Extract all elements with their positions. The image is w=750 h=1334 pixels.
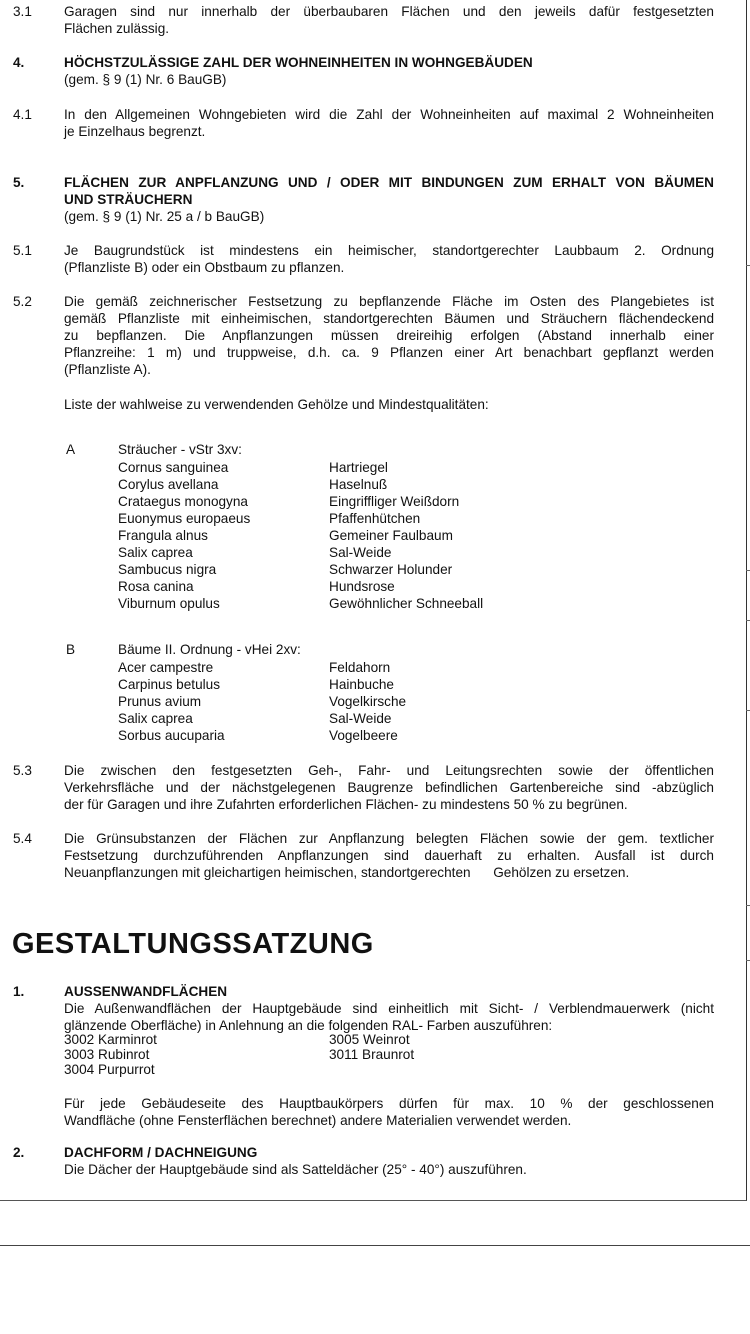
paragraph-line: Die Grünsubstanzen der Flächen zur Anpflanzung belegten Flächen sowie der gem. textlicher <box>64 831 714 846</box>
margin-mark <box>746 570 750 571</box>
paragraph-line: Die Außenwandflächen der Hauptgebäude sind einheitlich mit Sicht- / Verblendmauerwerk (nicht <box>64 1001 714 1016</box>
ral-color: 3011 Braunrot <box>329 1047 415 1062</box>
paragraph-line: Flächen zulässig. <box>64 21 170 36</box>
section-number: 5. <box>13 175 25 190</box>
plant-german-name: Schwarzer Holunder <box>329 562 453 577</box>
plant-german-name: Vogelkirsche <box>329 694 407 709</box>
list-letter: A <box>66 442 76 457</box>
paragraph-line: gemäß Pflanzliste mit einheimischen, standortgerechten Bäumen und Sträuchern flächendeckend <box>64 311 714 326</box>
legal-reference: (gem. § 9 (1) Nr. 6 BauGB) <box>64 72 227 87</box>
plant-latin-name: Carpinus betulus <box>118 677 221 692</box>
margin-mark <box>746 905 750 906</box>
section-number: 5.4 <box>13 831 32 846</box>
plant-latin-name: Cornus sanguinea <box>118 460 229 475</box>
section-number: 3.1 <box>13 4 32 19</box>
plant-german-name: Sal-Weide <box>329 711 392 726</box>
plant-latin-name: Frangula alnus <box>118 528 208 543</box>
plant-latin-name: Salix caprea <box>118 545 193 560</box>
list-intro: Liste der wahlweise zu verwendenden Gehölze und Mindestqualitäten: <box>64 397 489 412</box>
paragraph-line: (Pflanzliste A). <box>64 362 151 377</box>
paragraph-line: Für jede Gebäudeseite des Hauptbaukörpers dürfen für max. 10 % der geschlossenen <box>64 1096 714 1111</box>
section-number: 5.3 <box>13 763 32 778</box>
plant-latin-name: Rosa canina <box>118 579 194 594</box>
section-heading: UND STRÄUCHERN <box>64 192 193 207</box>
ral-color: 3002 Karminrot <box>64 1032 157 1047</box>
list-letter: B <box>66 642 76 657</box>
paragraph-line: Die zwischen den festgesetzten Geh-, Fahr- und Leitungsrechten sowie der öffentlichen <box>64 763 714 778</box>
paragraph-line: glänzende Oberfläche) in Anlehnung an die folgenden RAL- Farben auszuführen: <box>64 1018 553 1033</box>
paragraph-line: zu bepflanzen. Die Anpflanzungen müssen dreireihig erfolgen (Abstand innerhalb einer <box>64 328 714 343</box>
section-heading: HÖCHSTZULÄSSIGE ZAHL DER WOHNEINHEITEN IN WOHNGEBÄUDEN <box>64 55 533 70</box>
legal-reference: (gem. § 9 (1) Nr. 25 a / b BauGB) <box>64 209 265 224</box>
plant-latin-name: Prunus avium <box>118 694 202 709</box>
paragraph-line: Wandfläche (ohne Fensterflächen berechnet) andere Materialien verwendet werden. <box>64 1113 572 1128</box>
plant-german-name: Vogelbeere <box>329 728 398 743</box>
paragraph-line: Die Dächer der Hauptgebäude sind als Satteldächer (25° - 40°) auszuführen. <box>64 1162 527 1177</box>
plant-german-name: Pfaffenhütchen <box>329 511 421 526</box>
plant-german-name: Hainbuche <box>329 677 394 692</box>
paragraph-line: Pflanzreihe: 1 m) und truppweise, d.h. ca. 9 Pflanzen einer Art benachbart gepflanzt werden <box>64 345 714 360</box>
plant-german-name: Sal-Weide <box>329 545 392 560</box>
ral-color: 3004 Purpurrot <box>64 1062 155 1077</box>
list-title: Sträucher - vStr 3xv: <box>118 442 242 457</box>
plant-german-name: Eingriffliger Weißdorn <box>329 494 460 509</box>
paragraph-line: je Einzelhaus begrenzt. <box>64 124 206 139</box>
section-heading: FLÄCHEN ZUR ANPFLANZUNG UND / ODER MIT BINDUNGEN ZUM ERHALT VON BÄUMEN <box>64 175 714 190</box>
plant-latin-name: Sambucus nigra <box>118 562 217 577</box>
page-separator <box>0 1245 750 1246</box>
paragraph-line: In den Allgemeinen Wohngebieten wird die Zahl der Wohneinheiten auf maximal 2 Wohneinheiten <box>64 107 714 122</box>
section-number: 4. <box>13 55 25 70</box>
paragraph-line: (Pflanzliste B) oder ein Obstbaum zu pflanzen. <box>64 260 345 275</box>
paragraph-line: Verkehrsfläche und der nächstgelegenen Baugrenze befindlichen Gartenbereiche sind -abzüglich <box>64 780 714 795</box>
plant-latin-name: Salix caprea <box>118 711 193 726</box>
plant-german-name: Haselnuß <box>329 477 388 492</box>
paragraph-line: Neuanpflanzungen mit gleichartigen heimischen, standortgerechten Gehölzen zu ersetzen. <box>64 865 630 880</box>
plant-german-name: Feldahorn <box>329 660 391 675</box>
section-heading: DACHFORM / DACHNEIGUNG <box>64 1145 258 1160</box>
margin-mark <box>746 265 750 266</box>
margin-mark <box>746 960 750 961</box>
paragraph-line: Je Baugrundstück ist mindestens ein heimischer, standortgerechter Laubbaum 2. Ordnung <box>64 243 714 258</box>
margin-mark <box>746 620 750 621</box>
ral-color: 3005 Weinrot <box>329 1032 410 1047</box>
section-number: 4.1 <box>13 107 32 122</box>
list-title: Bäume II. Ordnung - vHei 2xv: <box>118 642 301 657</box>
paragraph-line: der für Garagen und ihre Zufahrten erforderlichen Flächen- zu mindestens 50 % zu begrünen. <box>64 797 628 812</box>
plant-german-name: Hundsrose <box>329 579 395 594</box>
paragraph-line: Garagen sind nur innerhalb der überbaubaren Flächen und den jeweils dafür festgesetzten <box>64 4 714 19</box>
section-number: 2. <box>13 1145 25 1160</box>
plant-german-name: Hartriegel <box>329 460 388 475</box>
plant-latin-name: Euonymus europaeus <box>118 511 251 526</box>
main-section-title: GESTALTUNGSSATZUNG <box>12 928 374 960</box>
plant-latin-name: Corylus avellana <box>118 477 219 492</box>
ral-color: 3003 Rubinrot <box>64 1047 150 1062</box>
plant-german-name: Gewöhnlicher Schneeball <box>329 596 484 611</box>
paragraph-line: Die gemäß zeichnerischer Festsetzung zu bepflanzende Fläche im Osten des Plangebietes ist <box>64 294 714 309</box>
margin-mark <box>746 710 750 711</box>
section-number: 1. <box>13 984 25 999</box>
paragraph-line: Festsetzung durchzuführenden Anpflanzungen sind dauerhaft zu erhalten. Ausfall ist durch <box>64 848 714 863</box>
plant-latin-name: Sorbus aucuparia <box>118 728 225 743</box>
section-heading: AUSSENWANDFLÄCHEN <box>64 984 228 999</box>
plant-german-name: Gemeiner Faulbaum <box>329 528 453 543</box>
plant-latin-name: Viburnum opulus <box>118 596 220 611</box>
section-number: 5.1 <box>13 243 32 258</box>
section-number: 5.2 <box>13 294 32 309</box>
plant-latin-name: Acer campestre <box>118 660 214 675</box>
plant-latin-name: Crataegus monogyna <box>118 494 248 509</box>
